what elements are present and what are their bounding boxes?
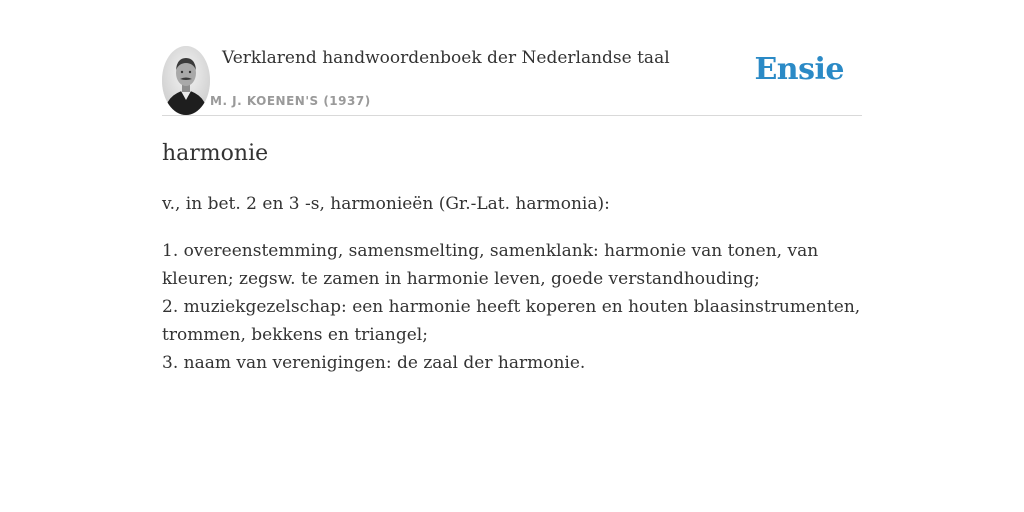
entry-headword: harmonie [162,141,269,166]
book-title: Verklarend handwoordenboek der Nederlandse taal [222,48,670,68]
entry-sense-1: 1. overeenstemming, samensmelting, samenklank: harmonie van tonen, van kleuren; zegsw. te zamen in harmonie leven, goede verstandhouding; [162,241,819,289]
entry-sense-2: 2. muziekgezelschap: een harmonie heeft koperen en houten blaasinstrumenten, trommen, bekkens en triangel; [162,297,861,345]
entry-grammar: v., in bet. 2 en 3 -s, harmonieën (Gr.-Lat. harmonia): [162,194,610,214]
entry-senses [162,237,862,377]
header [162,46,862,116]
ensie-logo-link[interactable]: Ensie [754,52,844,87]
author-portrait-icon [162,46,210,115]
book-author: M. J. KOENEN'S (1937) [210,94,371,108]
entry-content [162,138,862,377]
entry-sense-3: 3. naam van verenigingen: de zaal der harmonie. [162,353,586,373]
